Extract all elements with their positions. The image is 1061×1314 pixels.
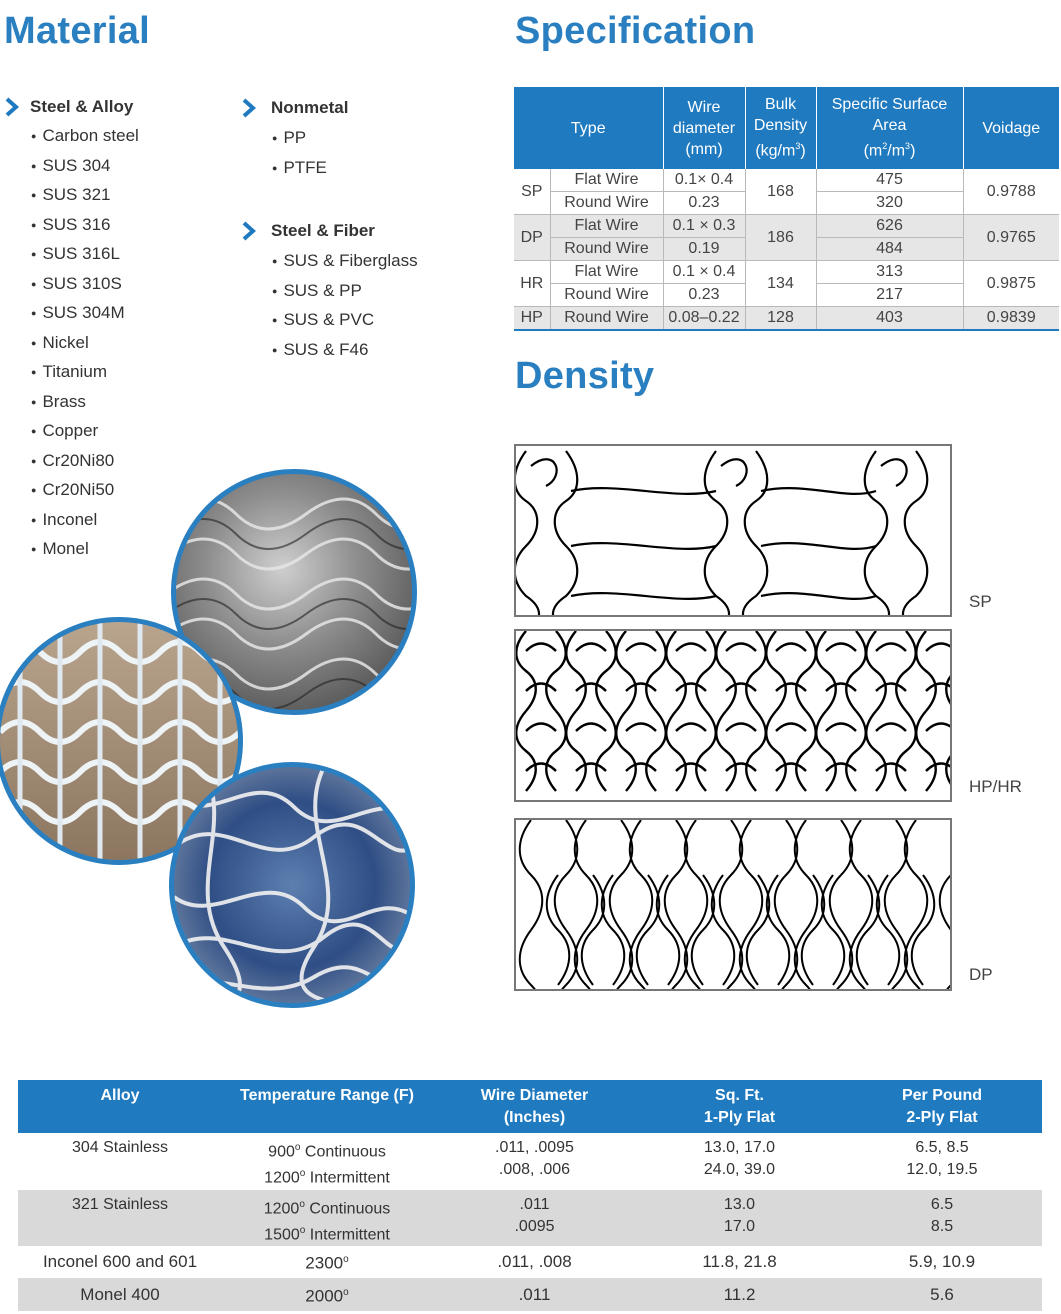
header-per-pound: Per Pound 2-Ply Flat — [842, 1080, 1042, 1133]
material-item: ● Monel — [31, 539, 89, 559]
bulk-density: 168 — [745, 169, 816, 215]
header-sq-ft: Sq. Ft. 1-Ply Flat — [637, 1080, 842, 1133]
dp-knit-pattern — [516, 820, 950, 989]
header-alloy: Alloy — [18, 1080, 222, 1133]
wire-diameter: .011 — [432, 1278, 637, 1311]
wire-type: Flat Wire — [550, 261, 663, 284]
type-code: DP — [514, 215, 550, 261]
material-item: ● Cr20Ni50 — [31, 480, 114, 500]
table-row — [18, 1133, 1042, 1190]
type-code: HR — [514, 261, 550, 307]
wire-diameter: 0.08–0.22 — [663, 307, 745, 331]
header-temperature-range: Temperature Range (F) — [222, 1080, 432, 1133]
type-code: HP — [514, 307, 550, 331]
wire-type: Round Wire — [550, 307, 663, 331]
material-item: ● Nickel — [31, 333, 89, 353]
specification-table — [514, 87, 1059, 331]
specification-title: Specification — [515, 10, 756, 52]
surface-area: 475 — [816, 169, 963, 192]
alloy-name: Monel 400 — [18, 1278, 222, 1311]
fiber-mesh-photo — [169, 762, 415, 1008]
sq-ft-value: 11.2 — [637, 1278, 842, 1311]
wire-diameter: .011, .008 — [497, 1252, 572, 1272]
bulk-density: 128 — [745, 307, 816, 331]
type-code: SP — [514, 169, 550, 215]
surface-area: 313 — [816, 261, 963, 284]
material-item: ● SUS & Fiberglass — [272, 251, 418, 271]
table-row — [18, 1278, 1042, 1311]
wire-type: Round Wire — [550, 238, 663, 261]
wire-type: Flat Wire — [550, 169, 663, 192]
material-item: ● PTFE — [272, 158, 327, 178]
material-item: ● SUS & PP — [272, 281, 362, 301]
material-item: ● Titanium — [31, 362, 107, 382]
wire-diameter: 0.1× 0.4 — [663, 169, 745, 192]
temperature-range: 2000$^o$ — [222, 1278, 432, 1311]
density-diagram-dp — [514, 818, 952, 991]
table-row — [18, 1190, 1042, 1247]
chevron-right-icon — [241, 98, 257, 118]
material-item: ● Inconel — [31, 510, 97, 530]
density-label-sp: SP — [969, 592, 992, 611]
material-item: ● SUS 316 — [31, 215, 110, 235]
per-pound-value: 6.5 8.5 — [842, 1190, 1042, 1247]
material-item: ● SUS 310S — [31, 274, 122, 294]
sq-ft-value: 13.0 17.0 — [637, 1190, 842, 1247]
category-steel-fiber: Steel & Fiber — [271, 221, 375, 240]
wire-diameter: 0.1 × 0.3 — [663, 215, 745, 238]
wire-diameter: 0.23 — [663, 192, 745, 215]
voidage: 0.9839 — [963, 307, 1059, 331]
wire-diameter: .011 .0095 — [432, 1190, 637, 1247]
temperature-range: 1200$^o$ Continuous 1500$^o$ Intermittent — [222, 1190, 432, 1247]
wire-type: Round Wire — [550, 192, 663, 215]
material-item: ● SUS & F46 — [272, 340, 368, 360]
sq-ft-value: 11.8, 21.8 — [702, 1252, 777, 1272]
surface-area: 217 — [816, 284, 963, 307]
material-item: ● SUS 316L — [31, 244, 120, 264]
material-item: ● SUS 304 — [31, 156, 110, 176]
alloy-name: 304 Stainless — [71, 1139, 169, 1156]
header-bulk-density: Bulk Density $(kg/m^3)$ — [745, 87, 816, 169]
wire-type: Round Wire — [550, 284, 663, 307]
bulk-density: 134 — [745, 261, 816, 307]
surface-area: 403 — [816, 307, 963, 331]
sq-ft-value: 13.0, 17.0 24.0, 39.0 — [703, 1139, 776, 1178]
wire-type: Flat Wire — [550, 215, 663, 238]
wire-diameter: 0.19 — [663, 238, 745, 261]
material-title: Material — [4, 10, 151, 52]
density-label-dp: DP — [969, 965, 993, 984]
header-wire-diameter: Wire diameter (mm) — [663, 87, 745, 169]
temperature-range: 2300$^o$ — [305, 1254, 349, 1274]
density-diagram-sp — [514, 444, 952, 617]
header-wire-diameter: Wire Diameter (Inches) — [432, 1080, 637, 1133]
chevron-right-icon — [4, 97, 20, 117]
density-diagram-hphr — [514, 629, 952, 802]
material-item: ● SUS 304M — [31, 303, 125, 323]
surface-area: 484 — [816, 238, 963, 261]
material-item: ● Cr20Ni80 — [31, 451, 114, 471]
per-pound-value: 5.6 — [842, 1278, 1042, 1311]
bulk-density: 186 — [745, 215, 816, 261]
wire-diameter: 0.1 × 0.4 — [663, 261, 745, 284]
header-type: Type — [514, 87, 663, 169]
hphr-knit-pattern — [516, 631, 950, 800]
material-item: ● Brass — [31, 392, 86, 412]
alloy-name: 321 Stainless — [18, 1190, 222, 1247]
voidage: 0.9875 — [963, 261, 1059, 307]
category-steel-alloy: Steel & Alloy — [30, 97, 134, 116]
chevron-right-icon — [241, 221, 257, 241]
alloy-table — [18, 1080, 1042, 1311]
material-item: ● Copper — [31, 421, 98, 441]
voidage: 0.9765 — [963, 215, 1059, 261]
alloy-name: Inconel 600 and 601 — [42, 1252, 198, 1272]
density-label-hphr: HP/HR — [969, 777, 1022, 796]
voidage: 0.9788 — [963, 169, 1059, 215]
material-item: ● SUS & PVC — [272, 310, 374, 330]
wire-diameter: 0.23 — [663, 284, 745, 307]
temperature-range: 900$^o$ Continuous 1200$^o$ Intermittent — [264, 1142, 390, 1187]
density-title: Density — [515, 355, 655, 397]
material-item: ● PP — [272, 128, 306, 148]
material-item: ● Carbon steel — [31, 126, 139, 146]
material-item: ● SUS 321 — [31, 185, 110, 205]
table-row — [18, 1246, 1042, 1278]
wire-diameter: .011, .0095 .008, .006 — [495, 1139, 574, 1178]
per-pound-value: 5.9, 10.9 — [908, 1252, 976, 1272]
surface-area: 626 — [816, 215, 963, 238]
header-voidage: Voidage — [963, 87, 1059, 169]
sp-knit-pattern — [516, 446, 950, 615]
surface-area: 320 — [816, 192, 963, 215]
per-pound-value: 6.5, 8.5 12.0, 19.5 — [906, 1139, 978, 1178]
category-nonmetal: Nonmetal — [271, 98, 349, 117]
header-specific-surface-area: Specific Surface Area $(m^2/m^3)$ — [816, 87, 963, 169]
